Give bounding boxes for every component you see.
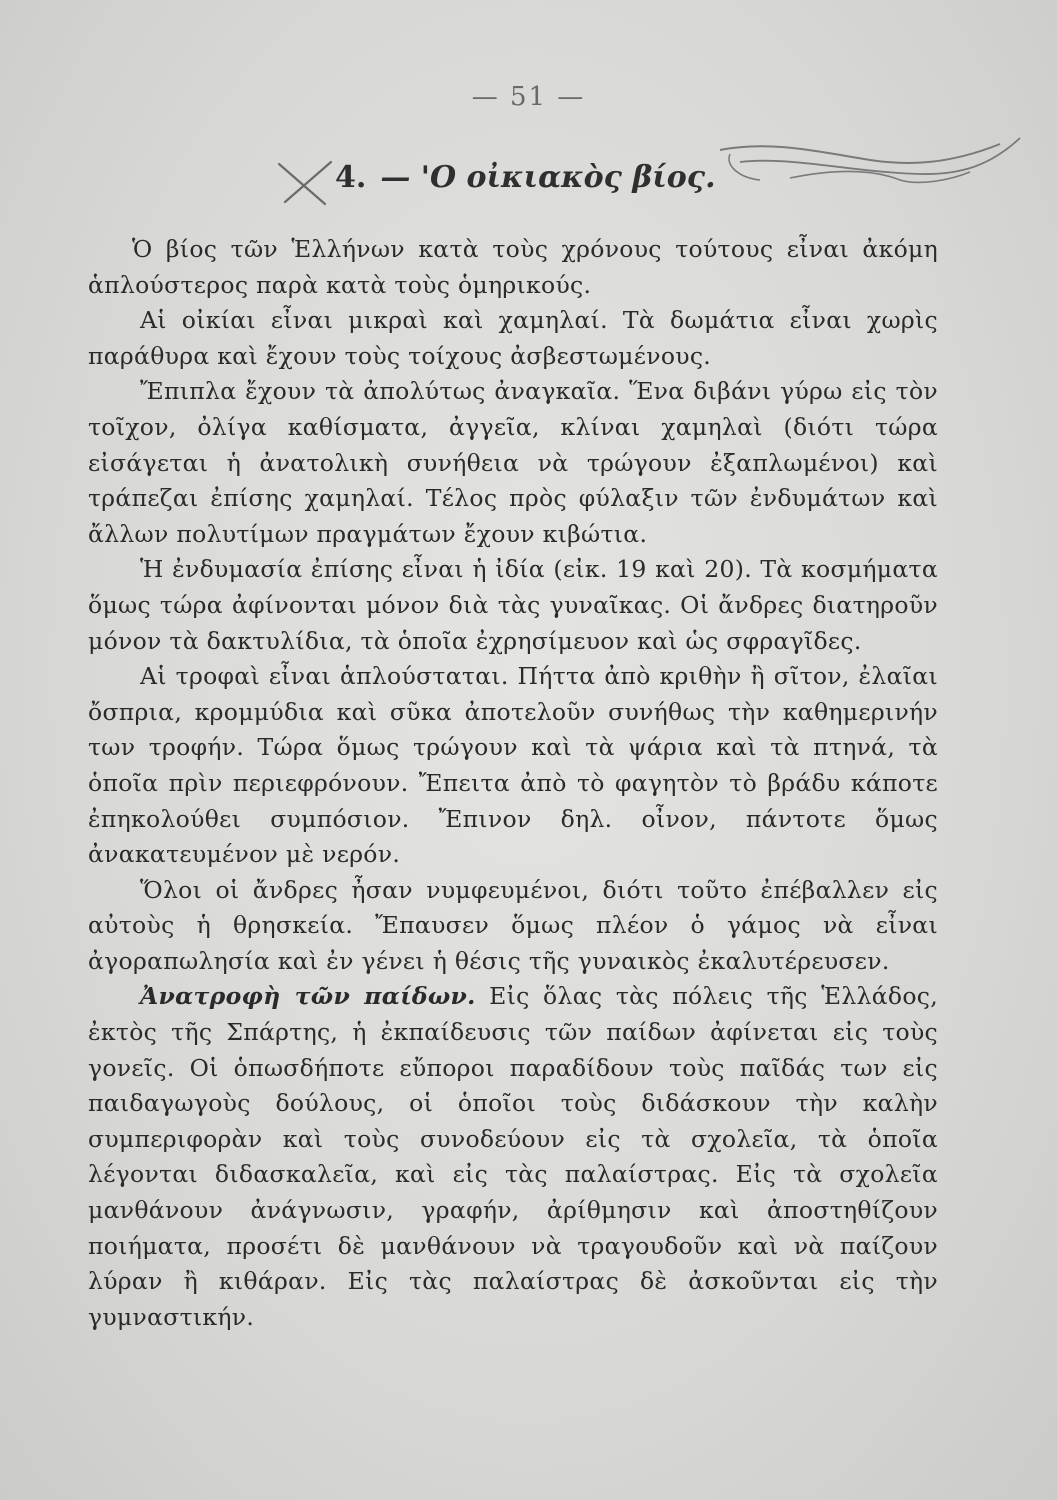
- paragraph-intro: Ὁ βίος τῶν Ἑλλήνων κατὰ τοὺς χρόνους τούτους εἶναι ἀκόμη ἁπλούστερος παρὰ κατὰ τοὺς ὁμηρικούς.: [88, 235, 938, 299]
- paragraph-furniture: Ἔπιπλα ἔχουν τὰ ἀπολύτως ἀναγκαῖα. Ἕνα διβάνι γύρω εἰς τὸν τοῖχον, ὀλίγα καθίσματα, ἀγγεῖα, κλίναι χαμηλαὶ (διότι τώρα εἰσάγεται ἡ ἀνατολικὴ συνήθεια νὰ τρώγουν ἐξαπλωμένοι) καὶ τράπεζαι ἐπίσης χαμηλαί. Τέλος πρὸς φύλαξιν τῶν ἐνδυμάτων καὶ ἄλλων πολυτίμων πραγμάτων ἔχουν κιβώτια.: [88, 377, 938, 548]
- paragraph-education: [88, 979, 938, 1335]
- subsection-heading: Ἀνατροφὴ τῶν παίδων.: [140, 982, 476, 1011]
- pencil-scribble-icon: [700, 120, 1030, 210]
- paragraph-marriage: Ὅλοι οἱ ἄνδρες ἦσαν νυμφευμένοι, διότι τοῦτο ἐπέβαλλεν εἰς αὐτοὺς ἡ θρησκεία. Ἔπαυσεν ὅμως πλέον ὁ γάμος νὰ εἶναι ἀγοραπωλησία καὶ ἐν γένει ἡ θέσις τῆς γυναικὸς ἐκαλυτέρευσεν.: [88, 875, 938, 975]
- page-number: — 51 —: [471, 82, 586, 112]
- paragraph-clothing: Ἡ ἐνδυμασία ἐπίσης εἶναι ἡ ἰδία (εἰκ. 19 καὶ 20). Τὰ κοσμήματα ὅμως τώρα ἀφίνονται μόνον διὰ τὰς γυναῖκας. Οἱ ἄνδρες διατηροῦν μόνον τὰ δακτυλίδια, τὰ ὁποῖα ἐχρησίμευον καὶ ὡς σφραγῖδες.: [88, 555, 938, 655]
- subsection-text: Εἰς ὅλας τὰς πόλεις τῆς Ἑλλάδος, ἐκτὸς τῆς Σπάρτης, ἡ ἐκπαίδευσις τῶν παίδων ἀφίνεται εἰς τοὺς γονεῖς. Οἱ ὁπωσδήποτε εὔποροι παραδίδουν τοὺς παῖδάς των εἰς παιδαγωγοὺς δούλους, οἱ ὁποῖοι τοὺς διδάσκουν τὴν καλὴν συμπεριφορὰν καὶ τοὺς συνοδεύουν εἰς τὰ σχολεῖα, τὰ ὁποῖα λέγονται διδασκαλεῖα, καὶ εἰς τὰς παλαίστρας. Εἰς τὰ σχολεῖα μανθάνουν ἀνάγνωσιν, γραφήν, ἀρίθμησιν καὶ ἀποστηθίζουν ποιήματα, προσέτι δὲ μανθάνουν νὰ τραγουδοῦν καὶ νὰ παίζουν λύραν ἢ κιθάραν. Εἰς τὰς παλαίστρας δὲ ἀσκοῦνται εἰς τὴν γυμναστικήν.: [88, 982, 939, 1331]
- section-title: — 'Ο οἰκιακὸς βίος.: [380, 160, 716, 195]
- section-number: 4.: [335, 160, 367, 195]
- paragraph-houses: Αἱ οἰκίαι εἶναι μικραὶ καὶ χαμηλαί. Τὰ δωμάτια εἶναι χωρὶς παράθυρα καὶ ἔχουν τοὺς τοίχους ἀσβεστωμένους.: [88, 306, 938, 370]
- section-heading: [335, 160, 716, 195]
- body-text: [88, 232, 938, 1335]
- pencil-x-mark-icon: [275, 158, 335, 208]
- paragraph-food: Αἱ τροφαὶ εἶναι ἁπλούσταται. Πήττα ἀπὸ κριθὴν ἢ σῖτον, ἐλαῖαι ὄσπρια, κρομμύδια καὶ σῦκα ἀποτελοῦν συνήθως τὴν καθημερινήν των τροφήν. Τώρα ὅμως τρώγουν καὶ τὰ ψάρια καὶ τὰ πτηνά, τὰ ὁποῖα πρὶν περιεφρόνουν. Ἔπειτα ἀπὸ τὸ φαγητὸν τὸ βράδυ κάποτε ἐπηκολούθει συμπόσιον. Ἔπινον δηλ. οἶνον, πάντοτε ὅμως ἀνακατευμένον μὲ νερόν.: [88, 662, 938, 869]
